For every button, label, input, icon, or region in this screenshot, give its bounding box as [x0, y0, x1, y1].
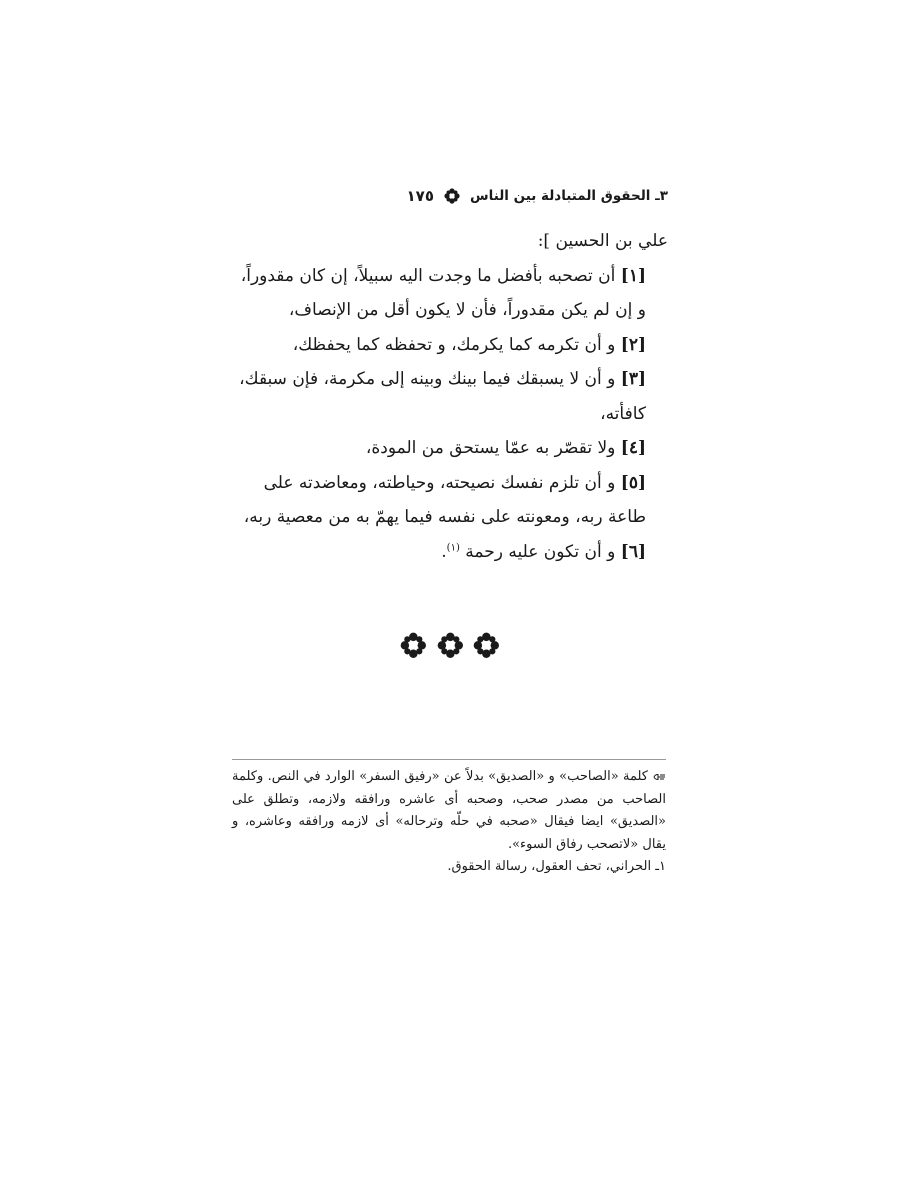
list-item [232, 328, 668, 363]
item-number: [٣] [620, 369, 646, 389]
list-item [232, 535, 668, 570]
item-number: [٥] [620, 472, 646, 493]
footnote-note-text: كلمة «الصاحب» و «الصديق» بدلاً عن «رفيق السفر» الوارد في النص. وكلمة الصاحب من مصدر صحب، وصحبه أى عاشره ورافقه ولازمه، وتطلق على «الصديق» ايضا فيقال «صحبه في حلّه وترحاله» أى لازمه ورافقه وعاشره، و يقال «لاتصحب رفاق السوء». [232, 769, 666, 852]
list-item [232, 259, 668, 328]
item-text: ولا تقصّر به عمّا يستحق من المودة، [365, 438, 621, 458]
item-text: و أن تكون عليه رحمة [459, 541, 621, 562]
item-number: [٢] [620, 334, 646, 355]
item-text: و أن لا يسبقك فيما بينك وبينه إلى مكرمة، فإن سبقك، كافأته، [239, 369, 646, 424]
pointing-hand-icon [652, 772, 666, 782]
footnote-citation: ١ـ الحراني، تحف العقول، رسالة الحقوق. [447, 859, 666, 874]
list-item [232, 362, 668, 431]
footnote-reference[interactable]: (١) [446, 541, 460, 553]
asterism-icon [437, 632, 464, 659]
running-header [232, 184, 668, 208]
page-number: ١٧٥ [406, 187, 434, 205]
asterism-icon [473, 632, 500, 659]
footnote-note [232, 766, 666, 856]
item-text: و أن تكرمه كما يكرمك، و تحفظه كما يحفظك، [292, 334, 621, 355]
body-text [232, 224, 668, 569]
list-item [232, 466, 668, 535]
list-item [232, 431, 668, 466]
item-number: [١] [620, 265, 646, 286]
section-separator [400, 632, 500, 659]
item-number: [٦] [620, 541, 646, 562]
item-text: أن تصحبه بأفضل ما وجدت اليه سبيلاً، إن كان مقدوراً، و إن لم يكن مقدوراً، فأن لا يكون أقل من الإنصاف، [240, 265, 646, 320]
item-number: [٤] [620, 438, 646, 458]
running-title: ٣ـ الحقوق المتبادلة بين الناس [470, 188, 668, 204]
item-text: و أن تلزم نفسك نصيحته، وحياطته، ومعاضدته على طاعة ربه، ومعونته على نفسه فيما يهمّ به من معصية ربه، [243, 472, 646, 527]
intro-line: علي بن الحسين ]: [537, 231, 668, 251]
footnotes [232, 766, 666, 879]
footnote-divider [232, 759, 666, 760]
asterism-icon [400, 632, 427, 659]
flower-ornament-icon [444, 188, 460, 204]
item-text-tail: . [441, 541, 447, 562]
